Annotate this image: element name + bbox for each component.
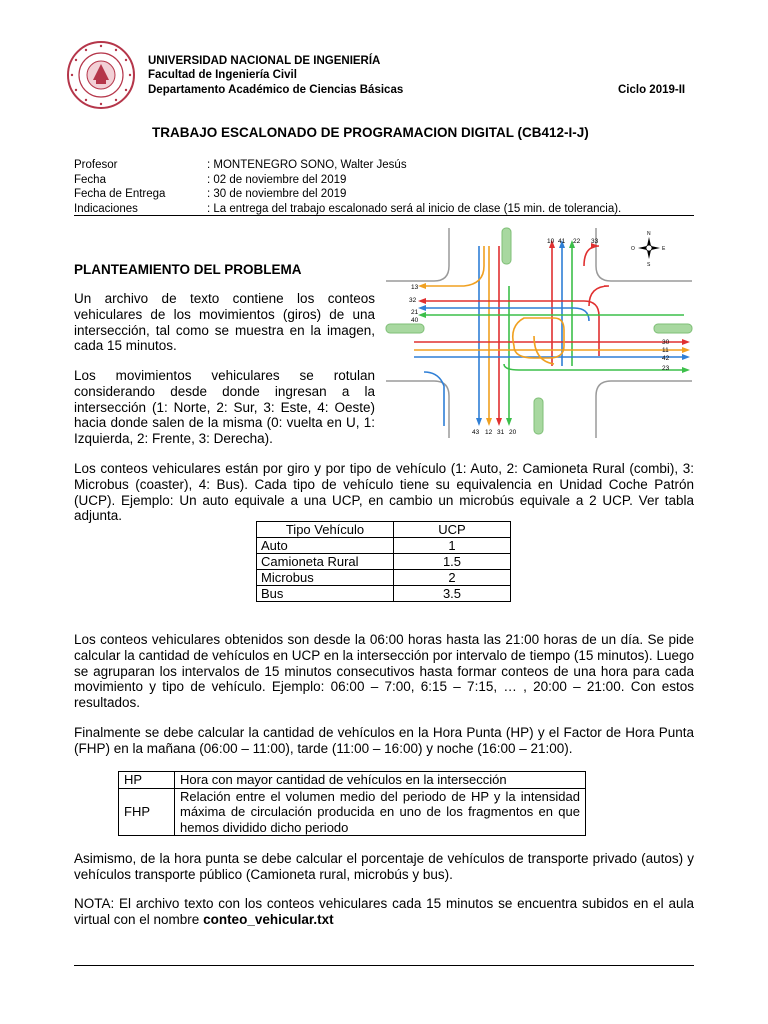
table-row	[257, 538, 511, 554]
note-text: NOTA: El archivo texto con los conteos vehiculares cada 15 minutos se encuentra subidos en el aula virtual con el nombre	[74, 896, 694, 927]
ucp-header-ucp: UCP	[394, 522, 511, 538]
table-row	[257, 586, 511, 602]
meta-label-indicaciones: Indicaciones	[74, 202, 138, 215]
section-title: PLANTEAMIENTO DEL PROBLEMA	[74, 262, 302, 277]
ucp-value-cell: 1	[394, 538, 511, 554]
table-row	[119, 788, 586, 836]
ucp-header-type: Tipo Vehículo	[257, 522, 394, 538]
paragraph-note	[74, 896, 694, 928]
compass-s: S	[647, 262, 651, 268]
document-title: TRABAJO ESCALONADO DE PROGRAMACION DIGITAL (CB412-I-J)	[152, 125, 589, 140]
definition-term: HP	[119, 772, 175, 789]
compass-o: O	[631, 246, 635, 252]
meta-label-profesor: Profesor	[74, 159, 118, 171]
compass-e: E	[662, 246, 666, 252]
footer-divider	[74, 965, 694, 966]
label-right-30: 30	[662, 339, 670, 346]
paragraph-percentage: Asimismo, de la hora punta se debe calcular el porcentaje de vehículos de transporte privado (autos) y vehículos transporte público (Camioneta rural, microbús y bus).	[74, 851, 694, 882]
compass-icon	[631, 231, 666, 268]
label-left-21: 21	[411, 309, 419, 316]
ucp-value-cell: 1.5	[394, 554, 511, 570]
label-right-11: 11	[662, 347, 669, 354]
paragraph-vehicle-types: Los conteos vehiculares están por giro y por tipo de vehículo (1: Auto, 2: Camioneta Rural (combi), 3: Microbus (coaster), 4: Bus). Cada tipo de vehículo tiene su equivalencia en Unidad Coche Patrón (UCP). Ejemplo: Un auto equivale a una UCP, en cambio un microbús equivale a 2 UCP. Ver tabla adjunta.	[74, 461, 694, 524]
ucp-header-row	[257, 522, 511, 538]
ucp-value-cell: 3.5	[394, 586, 511, 602]
header-university: UNIVERSIDAD NACIONAL DE INGENIERÍA	[148, 55, 381, 67]
label-bottom-31: 31	[497, 429, 505, 436]
header-department: Departamento Académico de Ciencias Básicas	[148, 84, 404, 96]
meta-value-indicaciones: : La entrega del trabajo escalonado será al inicio de clase (15 min. de tolerancia).	[207, 202, 622, 215]
university-seal	[66, 40, 136, 110]
meta-value-fecha: : 02 de noviembre del 2019	[207, 173, 347, 186]
note-filename: conteo_vehicular.txt	[203, 911, 334, 927]
paragraph-counting: Los conteos vehiculares obtenidos son desde la 06:00 horas hasta las 21:00 horas de un día. Se pide calcular la cantidad de vehículos en UCP en la intersección por intervalo de tiempo (15 minutos). Luego se agruparan los intervalos de 15 minutos consecutivos hasta formar conteos de una hora para cada movimiento y tipo de vehículo. Ejemplo: 06:00 – 7:00, 6:15 – 7:15, … , 20:00 – 21:00. Con estos resultados.	[74, 632, 694, 711]
ucp-table	[256, 521, 511, 602]
paragraph-movements: Los movimientos vehiculares se rotulan considerando desde donde ingresan a la intersección (1: Norte, 2: Sur, 3: Este, 4: Oeste) hacia donde salen de la misma (0: vuelta en U, 1: Izquierda, 2: Frente, 3: Derecha).	[74, 368, 375, 447]
definitions-table	[118, 771, 586, 836]
label-bottom-20: 20	[509, 429, 517, 436]
label-left-40: 40	[411, 317, 419, 324]
meta-divider	[74, 215, 694, 216]
ucp-type-cell: Microbus	[257, 570, 394, 586]
table-row	[119, 772, 586, 789]
header-faculty: Facultad de Ingeniería Civil	[148, 69, 297, 81]
table-row	[257, 554, 511, 570]
ucp-type-cell: Auto	[257, 538, 394, 554]
ucp-type-cell: Camioneta Rural	[257, 554, 394, 570]
label-left-32: 32	[409, 297, 417, 304]
meta-label-fecha: Fecha	[74, 173, 106, 186]
paragraph-peak-hour: Finalmente se debe calcular la cantidad de vehículos en la Hora Punta (HP) y el Factor de Hora Punta (FHP) en la mañana (06:00 – 11:00), tarde (11:00 – 16:00) y noche (16:00 – 21:00).	[74, 725, 694, 756]
definition-text: Relación entre el volumen medio del periodo de HP y la intensidad máxima de circulación producida en uno de los fragmentos en que hemos dividido dicho periodo	[175, 788, 586, 836]
meta-label-entrega: Fecha de Entrega	[74, 188, 166, 200]
table-row	[257, 570, 511, 586]
label-bottom-12: 12	[485, 429, 493, 436]
label-right-23: 23	[662, 365, 670, 372]
definition-text: Hora con mayor cantidad de vehículos en la intersección	[175, 772, 586, 789]
label-top-33: 33	[591, 238, 599, 245]
label-top-41: 41	[558, 238, 566, 245]
meta-block	[74, 158, 714, 216]
paragraph-intro: Un archivo de texto contiene los conteos vehiculares de los movimientos (giros) de una intersección, tal como se muestra en la imagen, cada 15 minutos.	[74, 291, 375, 354]
label-bottom-43: 43	[472, 429, 480, 436]
compass-n: N	[647, 231, 651, 237]
meta-value-profesor: : MONTENEGRO SONO, Walter Jesús	[207, 159, 407, 171]
meta-value-entrega: : 30 de noviembre del 2019	[207, 188, 347, 200]
label-top-10: 10	[547, 238, 555, 245]
definition-term: FHP	[119, 788, 175, 836]
label-right-42: 42	[662, 355, 670, 362]
header-cycle: Ciclo 2019-II	[618, 84, 686, 96]
label-top-22: 22	[573, 238, 581, 245]
intersection-diagram	[384, 226, 694, 440]
ucp-value-cell: 2	[394, 570, 511, 586]
ucp-type-cell: Bus	[257, 586, 394, 602]
label-left-13: 13	[411, 284, 419, 291]
